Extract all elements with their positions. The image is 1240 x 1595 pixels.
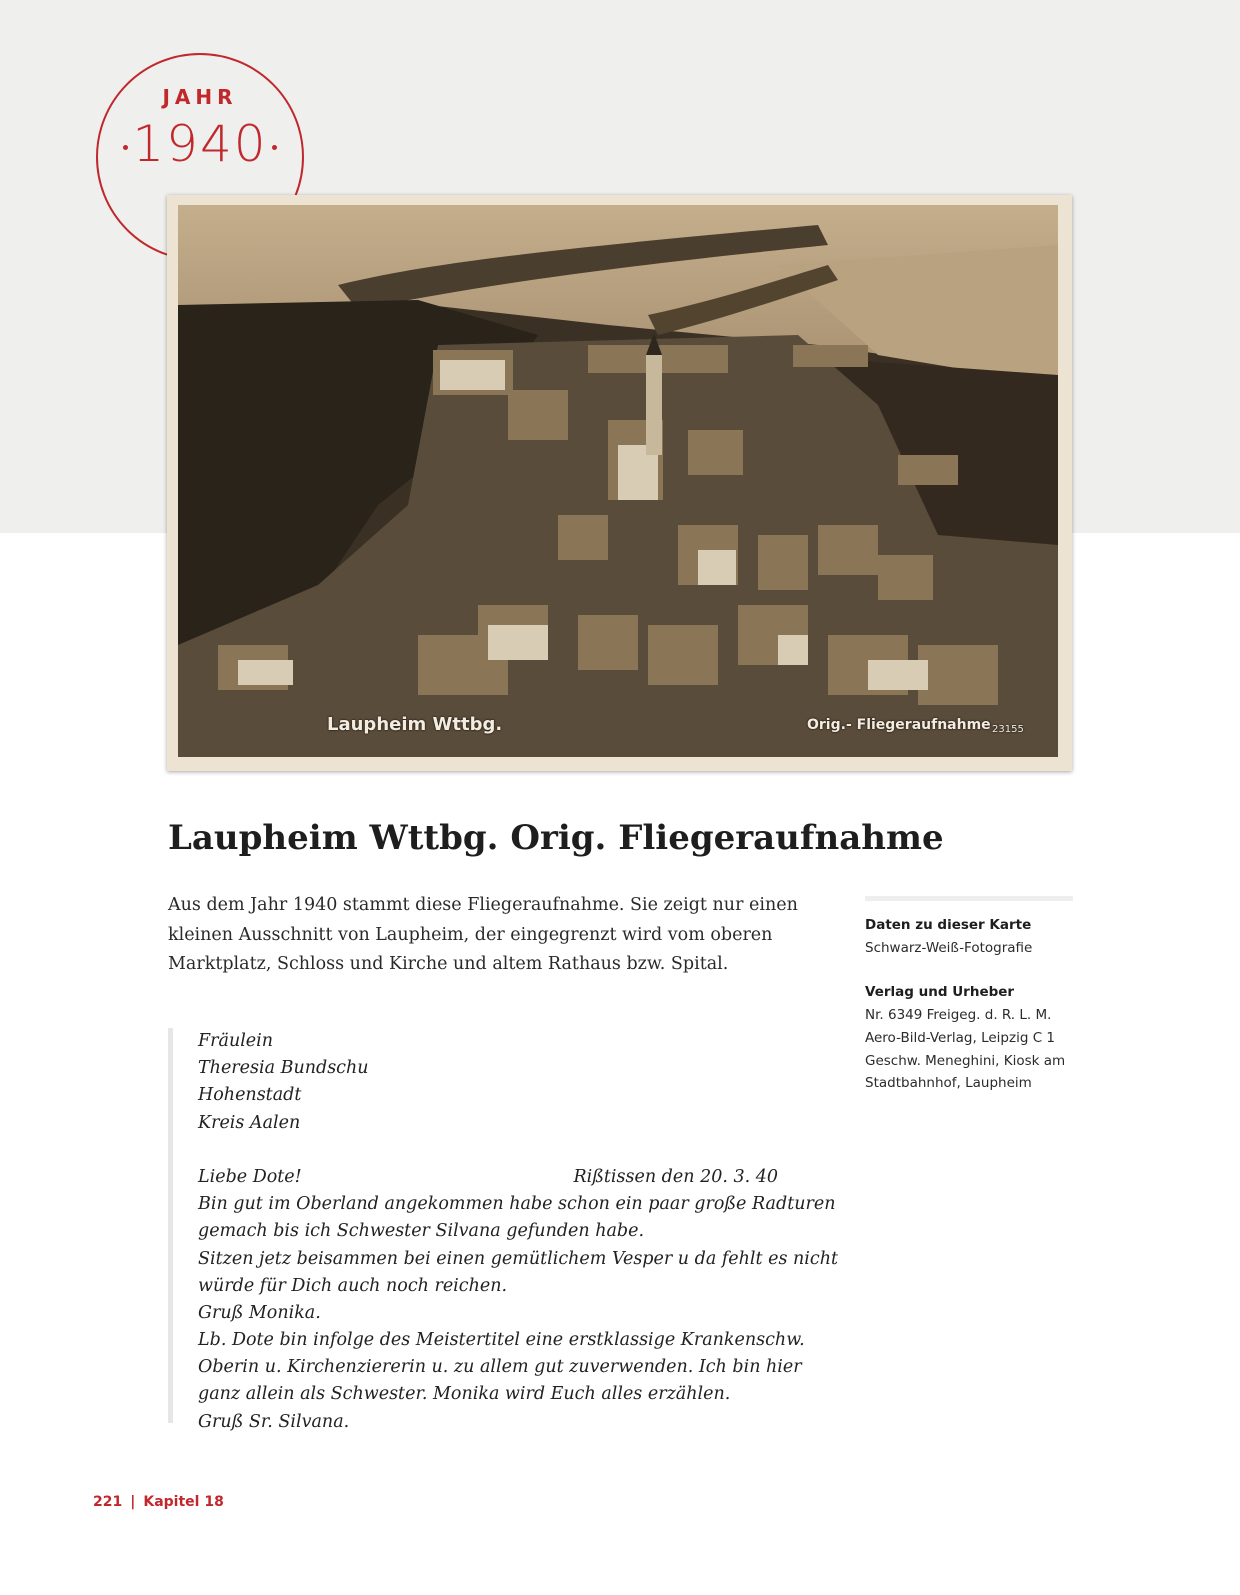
letter-place-date: Rißtissen den 20. 3. 40: [573, 1166, 778, 1187]
intro-paragraph: [168, 891, 808, 980]
letter-body-line: Gruß Sr. Silvana.: [198, 1411, 350, 1432]
aerial-photo-illustration: [178, 205, 1058, 757]
publisher-line: Stadtbahnhof, Laupheim: [865, 1075, 1032, 1092]
address-line: Fräulein: [198, 1031, 274, 1051]
publisher-line: Geschw. Meneghini, Kiosk am: [865, 1052, 1066, 1069]
publisher-heading: Verlag und Urheber: [865, 984, 1015, 1001]
letter-body-line: Bin gut im Oberland angekommen habe schon ein paar große Radturen: [198, 1194, 836, 1215]
postcard-caption-place: Laupheim Wttbg.: [327, 714, 503, 735]
stamp-dot-right: [272, 145, 277, 150]
letter-greeting: Liebe Dote!: [198, 1166, 302, 1187]
letter-body-line: Gruß Monika.: [198, 1302, 321, 1323]
footer-separator: |: [130, 1494, 136, 1510]
intro-line: Aus dem Jahr 1940 stammt diese Fliegeraufnahme. Sie zeigt nur einen: [168, 895, 798, 915]
postcard-photo-frame: [167, 195, 1072, 771]
publisher-line: Aero-Bild-Verlag, Leipzig C 1: [865, 1029, 1056, 1046]
stamp-year: 1940: [132, 115, 268, 173]
stamp-dot-left: [123, 145, 128, 150]
greeting-line: [198, 1164, 778, 1191]
postcard-letter-quote: [168, 1028, 838, 1432]
card-data-heading: Daten zu dieser Karte: [865, 917, 1032, 933]
postcard-caption-number: 23155: [992, 724, 1024, 735]
letter-spacer: [198, 1137, 808, 1164]
stamp-year-row: [98, 115, 302, 173]
letter-body-line: gemach bis ich Schwester Silvana gefunden habe.: [198, 1221, 645, 1242]
letter-body-line: Sitzen jetz beisammen bei einen gemütlichem Vesper u da fehlt es nicht: [198, 1248, 838, 1269]
page-footer: [93, 1494, 224, 1510]
letter-body-line: würde für Dich auch noch reichen.: [198, 1275, 508, 1296]
letter-body-line: ganz allein als Schwester. Monika wird Euch alles erzählen.: [198, 1384, 731, 1405]
chapter-label: Kapitel 18: [143, 1494, 224, 1510]
intro-line: Marktplatz, Schloss und Kirche und altem Rathaus bzw. Spital.: [168, 954, 729, 974]
publisher-line: Nr. 6349 Freigeg. d. R. L. M.: [865, 1007, 1052, 1024]
publisher-block: [865, 981, 1073, 1095]
card-data-value: Schwarz-Weiß-Fotografie: [865, 939, 1033, 956]
address-line: Kreis Aalen: [198, 1112, 301, 1133]
letter-body-line: Oberin u. Kirchenziererin u. zu allem gut zuverwenden. Ich bin hier: [198, 1357, 802, 1378]
article-title: Laupheim Wttbg. Orig. Fliegeraufnahme: [168, 818, 944, 858]
postcard-caption-type: Orig.- Fliegeraufnahme: [807, 717, 991, 733]
stamp-label: JAHR: [162, 85, 238, 109]
card-data-block: [865, 914, 1073, 959]
aerial-photograph: [178, 205, 1058, 757]
page-number: 221: [93, 1494, 123, 1510]
letter-body-line: Lb. Dote bin infolge des Meistertitel eine erstklassige Krankenschw.: [198, 1330, 805, 1351]
address-line: Theresia Bundschu: [198, 1058, 369, 1079]
address-line: Hohenstadt: [198, 1085, 302, 1106]
intro-line: kleinen Ausschnitt von Laupheim, der eingegrenzt wird vom oberen: [168, 924, 773, 945]
card-info-sidebar: [865, 896, 1073, 1095]
